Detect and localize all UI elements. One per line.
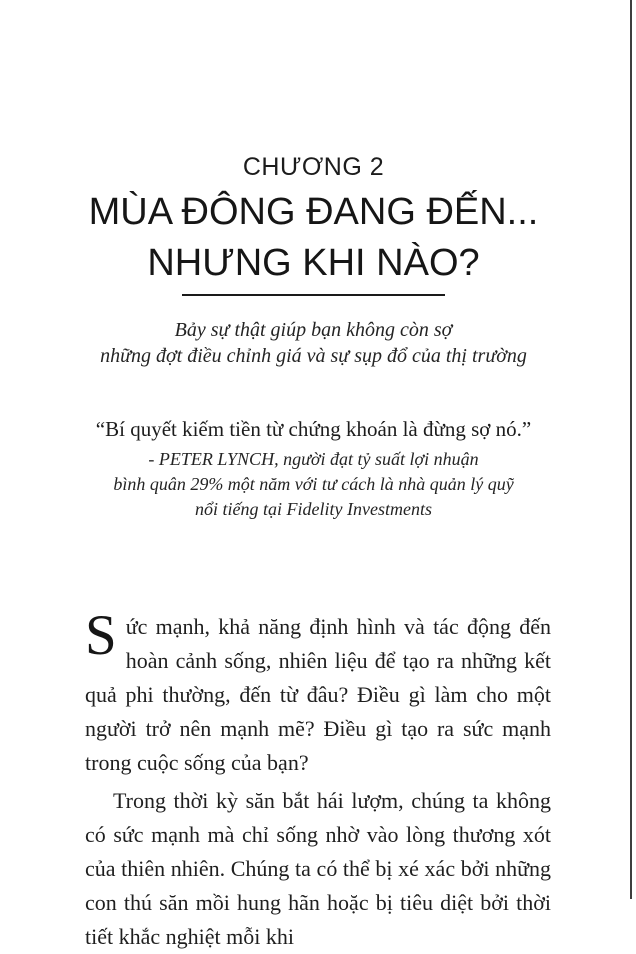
quote-text: “Bí quyết kiếm tiền từ chứng khoán là đừng sợ nó.”: [95, 417, 532, 441]
body-paragraph-2: Trong thời kỳ săn bắt hái lượm, chúng ta không có sức mạnh mà chỉ sống nhờ vào lòng thương xót của thiên nhiên. Chúng ta có thể bị xé xác bởi những con thú săn mồi hung hãn hoặc bị tiêu diệt bởi thời tiết khắc nghiệt mỗi khi: [85, 788, 551, 949]
page-content: [85, 0, 551, 954]
body-paragraph-1: [85, 604, 551, 780]
quote-attribution: [76, 447, 551, 522]
chapter-subtitle-line2: những đợt điều chỉnh giá và sự sụp đổ của thị trường: [100, 345, 527, 367]
quote-attribution-line2: bình quân 29% một năm với tư cách là nhà quản lý quỹ: [113, 474, 514, 494]
quote-attribution-line3: nổi tiếng tại Fidelity Investments: [195, 499, 432, 519]
chapter-header: [76, 0, 551, 522]
body-paragraph-1-text: ức mạnh, khả năng định hình và tác động đến hoàn cảnh sống, nhiên liệu để tạo ra những kết quả phi thường, đến từ đâu? Điều gì làm cho một người trở nên mạnh mẽ? Điều gì tạo ra sức mạnh trong cuộc sống của bạn?: [85, 614, 551, 775]
epigraph-quote: [76, 415, 551, 522]
chapter-subtitle: [76, 317, 551, 369]
chapter-subtitle-line1: Bảy sự thật giúp bạn không còn sợ: [174, 319, 453, 341]
chapter-title: [76, 187, 551, 289]
drop-cap: S: [85, 604, 117, 667]
title-underline-rule: [182, 294, 445, 296]
chapter-title-line1: MÙA ĐÔNG ĐANG ĐẾN...: [88, 191, 539, 233]
chapter-title-line2: NHƯNG KHI NÀO?: [147, 242, 480, 284]
chapter-label: CHƯƠNG 2: [242, 153, 385, 181]
body-text: [85, 604, 551, 954]
page-edge-line: [630, 0, 632, 899]
quote-attribution-line1: - PETER LYNCH, người đạt tỷ suất lợi nhuận: [148, 449, 479, 469]
